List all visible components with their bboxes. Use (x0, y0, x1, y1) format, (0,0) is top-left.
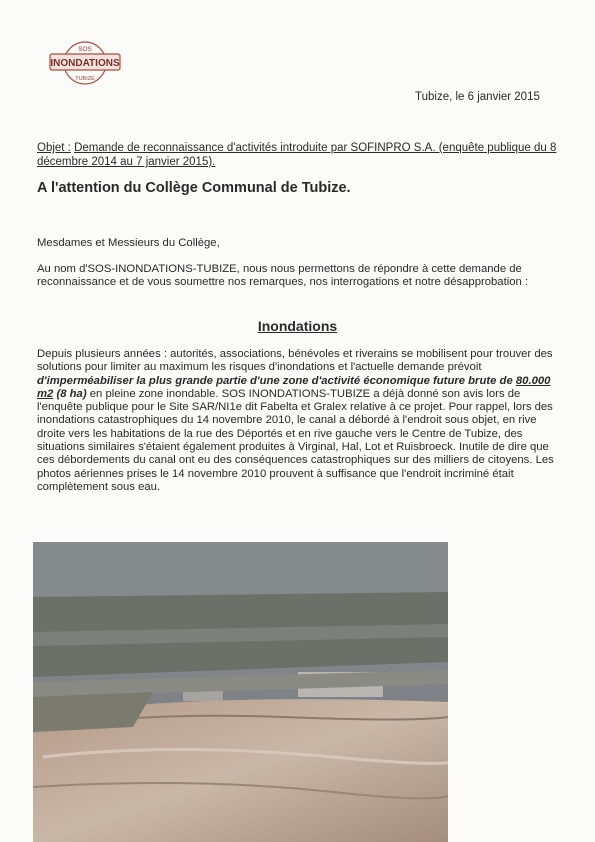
body-text-e: en pleine zone inondable. SOS INONDATIONS-TUBIZE a déjà donné son avis lors de l'enquête publique pour le Site SAR/NI1e dit Fabelta et Gralex relative à ce projet. Pour rappel, lors des inondations catastrophiques du 14 novembre 2010, le canal a débordé à l'endroit sous objet, en rive droite vers les habitations de la rue des Déportés et en rive gauche vers le Centre de Tubize, des situations similaires s'étaient également produites à Virginal, Hal, Lot et Ruisbroeck. Inutile de dire que ces débordements du canal ont eu des conséquences catastrophiques sur des milliers de citoyens. Les photos aériennes prises le 14 novembre 2010 prouvent à suffisance que l'endroit incriminé était complètement sous eau. (37, 387, 554, 493)
body-text-a: Depuis plusieurs années : autorités, associations, bénévoles et riverains se mobilisent pour trouver des solutions pour limiter au maximum les risques d'inondations et l'actuelle demande prévoit (37, 348, 553, 374)
salutation: Mesdames et Messieurs du Collège, (37, 237, 220, 249)
aerial-flood-photo (33, 542, 448, 842)
svg-text:SOS: SOS (78, 46, 92, 53)
svg-text:INONDATIONS: INONDATIONS (50, 58, 120, 69)
sos-inondations-logo (48, 40, 122, 86)
body-emphasis: d'imperméabiliser la plus grande partie d'une zone d'activité économique future brute de (37, 374, 516, 387)
body-area-ha: (8 ha) (53, 387, 87, 400)
body-area-value: 80.000 m2 (37, 374, 551, 400)
subject-label: Objet : (37, 142, 71, 154)
letter-date: Tubize, le 6 janvier 2015 (415, 91, 540, 103)
subject-text: Demande de reconnaissance d'activités introduite par SOFINPRO S.A. (enquête publique du 8 décembre 2014 au 7 janvier 2015). (37, 142, 557, 168)
subject-line (37, 141, 557, 169)
body-paragraph (37, 348, 559, 494)
intro-paragraph: Au nom d'SOS-INONDATIONS-TUBIZE, nous nous permettons de répondre à cette demande de reconnaissance et de vous soumettre nos remarques, nos interrogations et notre désapprobation : (37, 263, 529, 289)
svg-text:TUBIZE: TUBIZE (75, 76, 95, 82)
section-title: Inondations (257, 318, 338, 334)
addressee-heading: A l'attention du Collège Communal de Tubize. (37, 180, 351, 196)
